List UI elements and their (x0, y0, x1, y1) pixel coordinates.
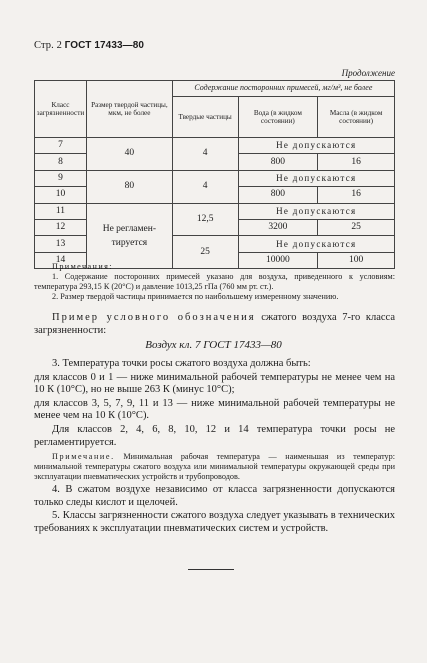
standard-code: ГОСТ 17433—80 (64, 40, 145, 51)
class-cell: 12 (35, 219, 87, 235)
oil-cell: 16 (318, 187, 395, 203)
size-cell: 40 (86, 138, 172, 171)
designation-formula: Воздух кл. 7 ГОСТ 17433—80 (145, 339, 282, 351)
paragraph-3-even-classes: Для классов 2, 4, 6, 8, 10, 12 и 14 температура точки росы не регламентируется. (34, 423, 395, 448)
table-row (35, 203, 395, 219)
note-2: 2. Размер твердой частицы принимается по наибольшему измеренному значению. (52, 292, 339, 301)
size-cell: Не регламен-тируется (86, 203, 172, 269)
class-cell: 10 (35, 187, 87, 203)
class-cell: 14 (35, 252, 87, 268)
page-header (34, 40, 144, 51)
header-particle-size: Размер твердой частицы, мкм, не более (86, 81, 172, 138)
not-allowed-cell: Не допускаются (238, 203, 394, 219)
solid-cell: 25 (172, 236, 238, 269)
water-cell: 3200 (238, 219, 318, 235)
solid-cell: 12,5 (172, 203, 238, 236)
header-impurities: Содержание посторонних примесей, мг/м³, не более (172, 81, 394, 97)
note-1: 1. Содержание посторонних примесей указано для воздуха, приведенного к условиям: температура 293,15 К (20°С) и давление 1013,25 гПа (760 мм рт. ст.). (34, 272, 395, 291)
oil-cell: 16 (318, 154, 395, 170)
paragraph-5: 5. Классы загрязненности сжатого воздуха следует указывать в технических требованиях к эксплуатации пневматических систем и устройств. (34, 510, 395, 534)
page-number: Стр. 2 (34, 40, 62, 51)
paragraph-3-classes-0-1: для классов 0 и 1 — ниже минимальной рабочей температуры не менее чем на 10 К (10°С), но не выше 263 К (минус 10°С); (34, 371, 395, 396)
example-lead-rest: сжатого воздуха 7-го класса загрязненности: (34, 312, 395, 336)
paragraph-3: 3. Температура точки росы сжатого воздуха должна быть: (52, 358, 311, 369)
class-cell: 13 (35, 236, 87, 252)
header-solid: Твердые частицы (172, 97, 238, 138)
class-cell: 7 (35, 138, 87, 154)
water-cell: 10000 (238, 252, 318, 268)
header-class: Класс загрязненности (35, 81, 87, 138)
class-cell: 8 (35, 154, 87, 170)
size-cell: 80 (86, 170, 172, 203)
water-cell: 800 (238, 154, 318, 170)
header-water: Вода (в жидком состоянии) (238, 97, 318, 138)
header-oil: Масла (в жидком состоянии) (318, 97, 395, 138)
example-lead: Пример условного обозначения (52, 312, 256, 323)
notes-label: Примечания: (52, 262, 113, 271)
continuation-label: Продолжение (341, 68, 395, 78)
not-allowed-cell: Не допускаются (238, 170, 394, 186)
designation-example (34, 311, 395, 337)
table-row (35, 138, 395, 154)
end-rule (188, 569, 234, 570)
class-cell: 9 (35, 170, 87, 186)
table-notes (34, 262, 395, 302)
note-label: Примечание. (52, 452, 115, 462)
dew-point-note (34, 452, 395, 482)
body-text (34, 358, 395, 537)
oil-cell: 100 (318, 252, 395, 268)
solid-cell: 4 (172, 138, 238, 171)
paragraph-3-odd-classes: для классов 3, 5, 7, 9, 11 и 13 — ниже минимальной рабочей температуры не менее чем на 10 К (10°С). (34, 397, 395, 422)
note-text: Минимальная рабочая температура — наименьшая из температур: минимальной температуры сжатого воздуха или минимальной температуры окружающей среды при эксплуатации пневматических устройств и трубопроводов. (34, 452, 395, 482)
not-allowed-cell: Не допускаются (238, 138, 394, 154)
water-cell: 800 (238, 187, 318, 203)
not-allowed-cell: Не допускаются (238, 236, 394, 252)
class-cell: 11 (35, 203, 87, 219)
contamination-table (34, 80, 395, 269)
solid-cell: 4 (172, 170, 238, 203)
oil-cell: 25 (318, 219, 395, 235)
table-row (35, 170, 395, 186)
paragraph-4: 4. В сжатом воздухе независимо от класса загрязненности допускаются только следы кислот и щелочей. (34, 484, 395, 508)
